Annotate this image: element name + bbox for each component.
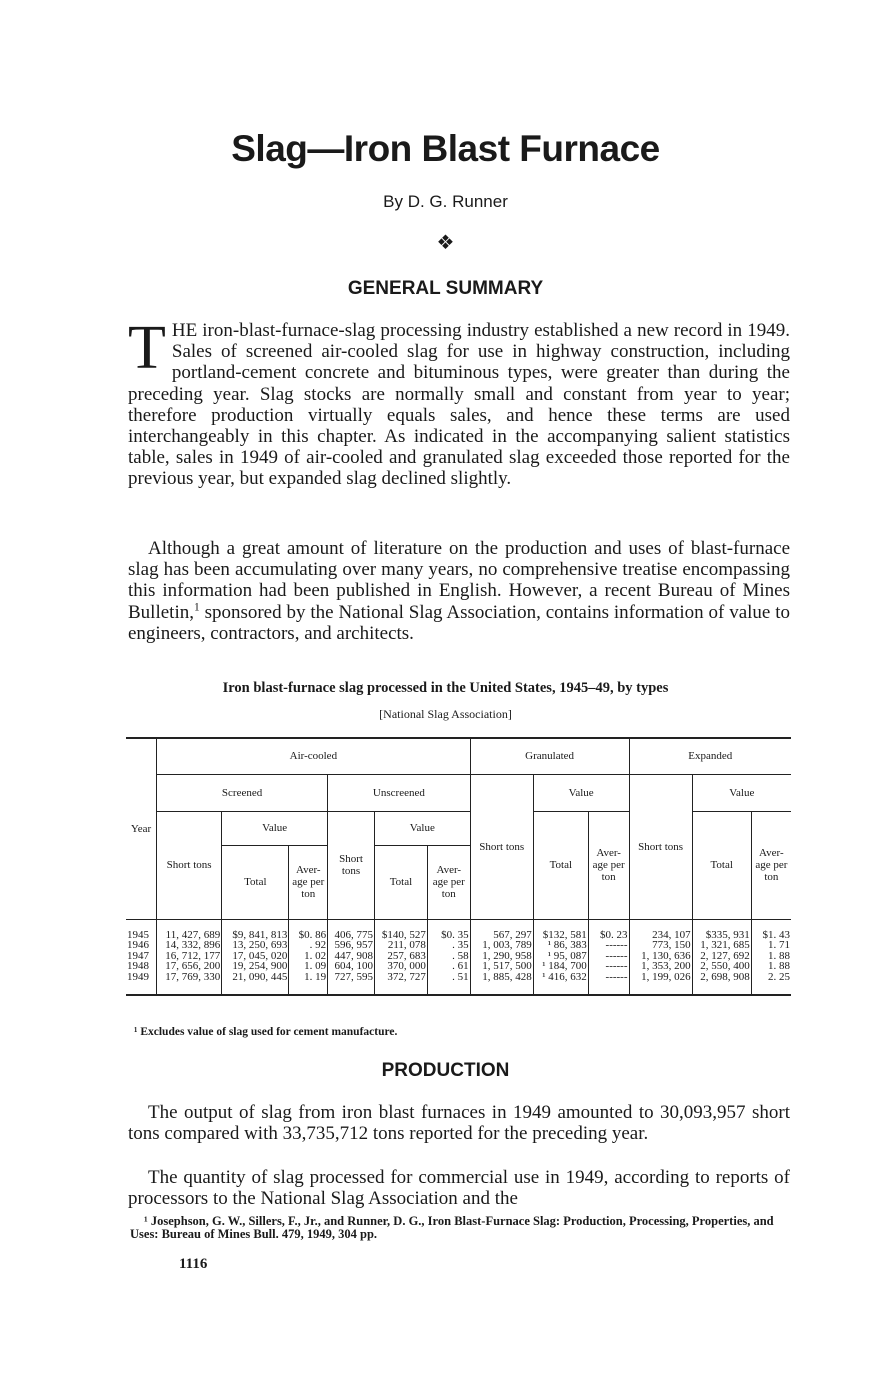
footnote-ref: 1 (193, 601, 200, 614)
chapter-title: Slag—Iron Blast Furnace (231, 128, 660, 169)
paragraph-output (128, 1102, 790, 1144)
paragraph-summary-text: HE iron-blast-furnace-slag processing industry established a new record in 1949. Sales of screened air-cooled slag for use in highway construction, including portland-cement concrete and bituminous types, were greater than during the preceding year. Slag stocks are normally small and constant from year to year; therefore production virtually equals sales, and hence these terms are used interchangeably in this chapter. As indicated in the accompanying salient statistics table, sales in 1949 of air-cooled and granulated slag exceeded those reported for the previous year, but expanded slag declined slightly. (128, 320, 790, 490)
cell-year: 1949 (126, 972, 157, 996)
header-expanded: Expanded (629, 738, 791, 774)
cell-exp-total: 1, 321, 685 (692, 940, 751, 951)
cell-exp-tons: 1, 130, 636 (629, 951, 692, 962)
header-uns-value: Value (374, 811, 470, 845)
cell-uns-avg: . 35 (427, 940, 470, 951)
cell-scr-avg: $0. 86 (289, 919, 328, 940)
cell-scr-tons: 17, 769, 330 (157, 972, 222, 996)
cell-gran-total: $132, 581 (533, 919, 588, 940)
cell-gran-tons: 1, 885, 428 (470, 972, 533, 996)
header-gran-short-tons: Short tons (470, 774, 533, 919)
header-uns-avg: Aver-age per ton (427, 845, 470, 919)
cell-exp-tons: 1, 353, 200 (629, 961, 692, 972)
cell-gran-avg: ------ (588, 951, 629, 962)
cell-scr-tons: 11, 427, 689 (157, 919, 222, 940)
cell-scr-total: $9, 841, 813 (222, 919, 289, 940)
cell-exp-tons: 773, 150 (629, 940, 692, 951)
cell-exp-tons: 234, 107 (629, 919, 692, 940)
header-scr-short-tons: Short tons (157, 811, 222, 919)
cell-gran-tons: 1, 517, 500 (470, 961, 533, 972)
table-row (126, 961, 791, 972)
section-heading-general-summary: GENERAL SUMMARY (347, 278, 544, 299)
table-row (126, 940, 791, 951)
cell-scr-avg: . 92 (289, 940, 328, 951)
cell-gran-total: ¹ 95, 087 (533, 951, 588, 962)
cell-gran-tons: 567, 297 (470, 919, 533, 940)
cell-uns-tons: 447, 908 (328, 951, 375, 962)
page-footnote: ¹ Josephson, G. W., Sillers, F., Jr., and Runner, D. G., Iron Blast-Furnace Slag: Production, Processing, Properties, and Uses: Bureau of Mines Bull. 479, 1949, 304 pp. (130, 1214, 774, 1241)
cell-year: 1947 (127, 949, 149, 962)
paragraph-quantity (128, 1167, 790, 1209)
paragraph-literature-text-end: sponsored by the National Slag Association, contains information of value to engineers, contractors, and architects. (128, 601, 790, 644)
cell-exp-avg: $1. 43 (751, 919, 791, 940)
cell-exp-avg: 1. 71 (751, 940, 791, 951)
ornament-icon: ❖ (436, 230, 455, 254)
slag-table (126, 737, 791, 996)
cell-exp-tons: 1, 199, 026 (629, 972, 692, 996)
header-gran-total: Total (533, 811, 588, 919)
cell-exp-total: 2, 127, 692 (692, 951, 751, 962)
header-uns-short-tons: Short tons (328, 811, 375, 919)
cell-gran-tons: 1, 003, 789 (470, 940, 533, 951)
drop-cap: T (128, 314, 166, 382)
header-year: Year (126, 738, 157, 919)
cell-gran-total: ¹ 184, 700 (533, 961, 588, 972)
table-body (126, 919, 791, 995)
header-exp-total: Total (692, 811, 751, 919)
cell-scr-avg: 1. 09 (289, 961, 328, 972)
cell-gran-avg: ------ (588, 961, 629, 972)
cell-scr-total: 21, 090, 445 (222, 972, 289, 996)
table-row (126, 972, 791, 996)
header-granulated: Granulated (470, 738, 629, 774)
cell-gran-total: ¹ 86, 383 (533, 940, 588, 951)
cell-uns-total: 211, 078 (374, 940, 427, 951)
cell-scr-tons: 14, 332, 896 (157, 940, 222, 951)
header-gran-avg: Aver-age per ton (588, 811, 629, 919)
header-scr-total: Total (222, 845, 289, 919)
cell-uns-total: $140, 527 (374, 919, 427, 940)
cell-scr-avg: 1. 02 (289, 951, 328, 962)
cell-uns-tons: 727, 595 (328, 972, 375, 996)
cell-scr-tons: 16, 712, 177 (157, 951, 222, 962)
header-air-cooled: Air-cooled (157, 738, 471, 774)
table-row (126, 919, 791, 940)
cell-gran-avg: ------ (588, 940, 629, 951)
author-byline: By D. G. Runner (383, 192, 508, 211)
paragraph-literature-text: Although a great amount of literature on the production and uses of blast-furnace slag has been accumulating over many years, no comprehensive treatise encompassing this information had been published in English. However, a recent Bureau of Mines Bulletin, (128, 538, 790, 623)
cell-uns-tons: 604, 100 (328, 961, 375, 972)
header-exp-avg: Aver-age per ton (751, 811, 791, 919)
cell-year: 1948 (127, 960, 149, 972)
header-scr-value: Value (222, 811, 328, 845)
cell-gran-avg: ------ (588, 972, 629, 996)
cell-scr-total: 19, 254, 900 (222, 961, 289, 972)
cell-year: 1945 (127, 928, 149, 941)
cell-exp-total: 2, 550, 400 (692, 961, 751, 972)
table-title: Iron blast-furnace slag processed in the United States, 1945–49, by types (222, 680, 669, 696)
cell-uns-avg: $0. 35 (427, 919, 470, 940)
header-screened: Screened (157, 774, 328, 811)
cell-scr-total: 17, 045, 020 (222, 951, 289, 962)
cell-exp-avg: 1. 88 (751, 951, 791, 962)
paragraph-summary (128, 314, 790, 490)
cell-uns-total: 372, 727 (374, 972, 427, 996)
cell-exp-total: 2, 698, 908 (692, 972, 751, 996)
header-uns-total: Total (374, 845, 427, 919)
cell-uns-avg: . 51 (427, 972, 470, 996)
cell-uns-tons: 406, 775 (328, 919, 375, 940)
cell-exp-total: $335, 931 (692, 919, 751, 940)
cell-scr-total: 13, 250, 693 (222, 940, 289, 951)
cell-exp-avg: 2. 25 (751, 972, 791, 996)
header-unscreened: Unscreened (328, 774, 471, 811)
cell-gran-avg: $0. 23 (588, 919, 629, 940)
cell-exp-avg: 1. 88 (751, 961, 791, 972)
paragraph-literature (128, 538, 790, 644)
header-gran-value: Value (533, 774, 629, 811)
cell-scr-tons: 17, 656, 200 (157, 961, 222, 972)
cell-uns-avg: . 58 (427, 951, 470, 962)
cell-gran-tons: 1, 290, 958 (470, 951, 533, 962)
cell-uns-total: 257, 683 (374, 951, 427, 962)
table-source: [National Slag Association] (379, 707, 512, 721)
header-exp-short-tons: Short tons (629, 774, 692, 919)
section-heading-production: PRODUCTION (381, 1060, 510, 1081)
cell-year: 1946 (127, 939, 149, 951)
page-number: 1116 (179, 1256, 208, 1272)
cell-gran-total: ¹ 416, 632 (533, 972, 588, 996)
cell-uns-total: 370, 000 (374, 961, 427, 972)
paragraph-quantity-text: The quantity of slag processed for commercial use in 1949, according to reports of processors to the National Slag Association and the (128, 1167, 790, 1210)
paragraph-output-text: The output of slag from iron blast furnaces in 1949 amounted to 30,093,957 short tons compared with 33,735,712 tons reported for the preceding year. (128, 1102, 790, 1145)
cell-scr-avg: 1. 19 (289, 972, 328, 996)
cell-uns-avg: . 61 (427, 961, 470, 972)
table-footnote: ¹ Excludes value of slag used for cement manufacture. (134, 1026, 398, 1038)
header-exp-value: Value (692, 774, 791, 811)
header-scr-avg: Aver-age per ton (289, 845, 328, 919)
cell-uns-tons: 596, 957 (328, 940, 375, 951)
